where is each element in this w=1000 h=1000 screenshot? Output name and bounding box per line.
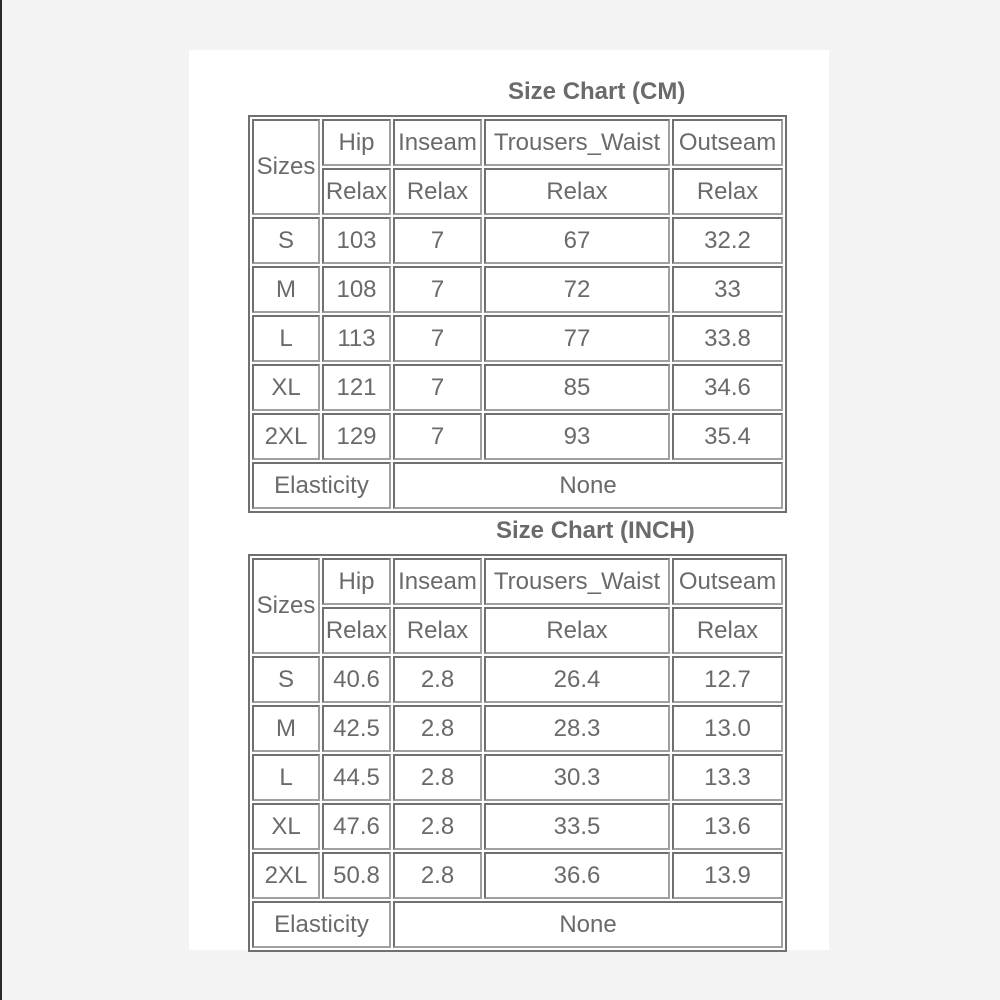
hip-cell: 40.6	[322, 656, 391, 703]
elasticity-row	[252, 462, 783, 509]
fit-cell: Relax	[322, 607, 391, 654]
outseam-cell: 33.8	[672, 315, 783, 362]
inseam-header: Inseam	[393, 119, 482, 166]
fit-row	[252, 168, 783, 215]
size-cell: L	[252, 754, 320, 801]
hip-cell: 42.5	[322, 705, 391, 752]
elasticity-label: Elasticity	[252, 901, 391, 948]
outseam-cell: 13.3	[672, 754, 783, 801]
inseam-cell: 7	[393, 364, 482, 411]
table-row	[252, 413, 783, 460]
inseam-cell: 7	[393, 413, 482, 460]
size-cell: S	[252, 217, 320, 264]
window-left-edge	[0, 0, 2, 1000]
waist-cell: 72	[484, 266, 670, 313]
table-row	[252, 705, 783, 752]
outseam-cell: 13.0	[672, 705, 783, 752]
hip-cell: 47.6	[322, 803, 391, 850]
table-header-row	[252, 119, 783, 166]
cm-chart-title: Size Chart (CM)	[508, 78, 686, 105]
outseam-cell: 35.4	[672, 413, 783, 460]
hip-cell: 121	[322, 364, 391, 411]
waist-cell: 36.6	[484, 852, 670, 899]
table-row	[252, 852, 783, 899]
inseam-cell: 7	[393, 266, 482, 313]
outseam-cell: 12.7	[672, 656, 783, 703]
waist-cell: 93	[484, 413, 670, 460]
inch-chart-title: Size Chart (INCH)	[496, 517, 695, 544]
waist-cell: 77	[484, 315, 670, 362]
table-row	[252, 315, 783, 362]
sizes-header: Sizes	[252, 558, 320, 654]
elasticity-value: None	[393, 462, 783, 509]
elasticity-value: None	[393, 901, 783, 948]
fit-cell: Relax	[393, 607, 482, 654]
table-header-row	[252, 558, 783, 605]
inseam-cell: 7	[393, 315, 482, 362]
fit-cell: Relax	[322, 168, 391, 215]
size-cell: S	[252, 656, 320, 703]
hip-cell: 103	[322, 217, 391, 264]
inseam-cell: 7	[393, 217, 482, 264]
hip-cell: 129	[322, 413, 391, 460]
elasticity-label: Elasticity	[252, 462, 391, 509]
fit-cell: Relax	[672, 607, 783, 654]
table-row	[252, 754, 783, 801]
size-chart-panel	[189, 50, 829, 950]
inseam-cell: 2.8	[393, 803, 482, 850]
size-cell: L	[252, 315, 320, 362]
outseam-header: Outseam	[672, 119, 783, 166]
hip-cell: 44.5	[322, 754, 391, 801]
size-cell: XL	[252, 803, 320, 850]
inch-size-table	[248, 554, 787, 952]
size-cell: XL	[252, 364, 320, 411]
hip-cell: 50.8	[322, 852, 391, 899]
hip-cell: 113	[322, 315, 391, 362]
outseam-cell: 13.9	[672, 852, 783, 899]
trousers-waist-header: Trousers_Waist	[484, 558, 670, 605]
table-row	[252, 217, 783, 264]
waist-cell: 85	[484, 364, 670, 411]
outseam-header: Outseam	[672, 558, 783, 605]
waist-cell: 28.3	[484, 705, 670, 752]
inseam-cell: 2.8	[393, 754, 482, 801]
size-cell: 2XL	[252, 852, 320, 899]
size-cell: M	[252, 266, 320, 313]
fit-cell: Relax	[393, 168, 482, 215]
hip-header: Hip	[322, 558, 391, 605]
inseam-cell: 2.8	[393, 852, 482, 899]
waist-cell: 30.3	[484, 754, 670, 801]
fit-cell: Relax	[484, 168, 670, 215]
sizes-header: Sizes	[252, 119, 320, 215]
table-row	[252, 266, 783, 313]
hip-cell: 108	[322, 266, 391, 313]
inseam-cell: 2.8	[393, 656, 482, 703]
size-cell: M	[252, 705, 320, 752]
inseam-cell: 2.8	[393, 705, 482, 752]
table-row	[252, 803, 783, 850]
cm-size-table	[248, 115, 787, 513]
outseam-cell: 13.6	[672, 803, 783, 850]
waist-cell: 33.5	[484, 803, 670, 850]
fit-cell: Relax	[484, 607, 670, 654]
size-cell: 2XL	[252, 413, 320, 460]
fit-row	[252, 607, 783, 654]
elasticity-row	[252, 901, 783, 948]
outseam-cell: 33	[672, 266, 783, 313]
fit-cell: Relax	[672, 168, 783, 215]
table-row	[252, 656, 783, 703]
waist-cell: 26.4	[484, 656, 670, 703]
outseam-cell: 34.6	[672, 364, 783, 411]
table-row	[252, 364, 783, 411]
inseam-header: Inseam	[393, 558, 482, 605]
trousers-waist-header: Trousers_Waist	[484, 119, 670, 166]
hip-header: Hip	[322, 119, 391, 166]
outseam-cell: 32.2	[672, 217, 783, 264]
waist-cell: 67	[484, 217, 670, 264]
